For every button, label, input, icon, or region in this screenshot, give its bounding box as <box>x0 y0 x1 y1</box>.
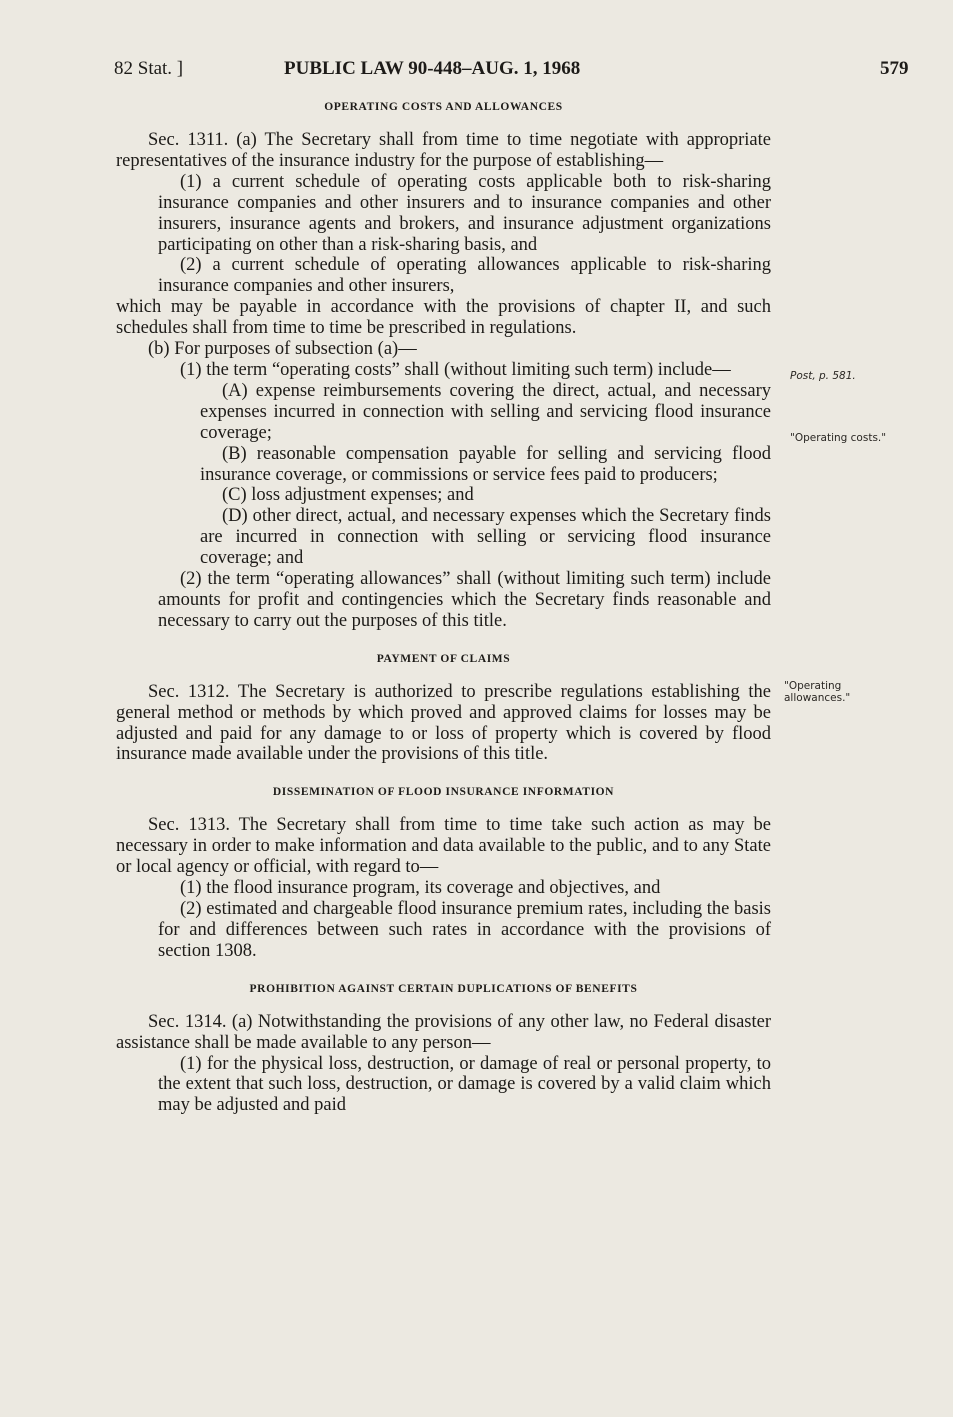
page-number: 579 <box>880 58 909 79</box>
paragraph: (2) a current schedule of operating allowances applicable to risk-sharing insurance companies and other insurers, <box>158 255 771 297</box>
paragraph: Sec. 1312. The Secretary is authorized to prescribe regulations establishing the general method or methods by which proved and approved claims for losses may be adjusted and paid for any damage to or loss of property which is covered by flood insurance made available under the provisions of this title. <box>116 681 771 765</box>
paragraph: (A) expense reimbursements covering the direct, actual, and necessary expenses incurred in connection with selling and servicing flood insurance coverage; <box>200 380 771 443</box>
statute-volume: 82 Stat. ] <box>114 58 184 79</box>
paragraph: (b) For purposes of subsection (a)— <box>148 339 417 360</box>
margin-note-operating-costs: "Operating costs." <box>790 432 887 444</box>
paragraph: (C) loss adjustment expenses; and <box>222 485 474 506</box>
section-heading-1313: DISSEMINATION OF FLOOD INSURANCE INFORMATION <box>272 786 615 799</box>
section-heading-1312: PAYMENT OF CLAIMS <box>376 652 511 665</box>
paragraph: (2) estimated and chargeable flood insurance premium rates, including the basis for and differences between such rates in accordance with the provisions of section 1308. <box>158 899 771 961</box>
running-title: PUBLIC LAW 90-448–AUG. 1, 1968 <box>284 58 581 79</box>
paragraph: (1) a current schedule of operating costs applicable both to risk-sharing insurance companies and other insurers and to insurance companies and other insurers, insurance agents and brokers, and insurance adjustment organizations participating on other than a risk-sharing basis, and <box>158 171 771 255</box>
paragraph: (B) reasonable compensation payable for selling and servicing flood insurance coverage, or commissions or service fees paid to producers; <box>200 443 771 485</box>
paragraph: (1) the term “operating costs” shall (without limiting such term) include— <box>180 359 731 380</box>
margin-note-operating-allowances: "Operating allowances." <box>784 680 851 704</box>
paragraph: (D) other direct, actual, and necessary expenses which the Secretary finds are incurred in connection with selling or servicing flood insurance coverage; and <box>200 506 771 569</box>
page-header <box>0 58 953 84</box>
paragraph: Sec. 1314. (a) Notwithstanding the provisions of any other law, no Federal disaster assistance shall be made available to any person— <box>116 1011 771 1053</box>
paragraph: Sec. 1311. (a) The Secretary shall from time to time negotiate with appropriate representatives of the insurance industry for the purpose of establishing— <box>116 130 771 171</box>
paragraph: (1) the flood insurance program, its coverage and objectives, and <box>180 878 661 899</box>
paragraph: (1) for the physical loss, destruction, or damage of real or personal property, to the extent that such loss, destruction, or damage is covered by a valid claim which may be adjusted and paid <box>158 1053 771 1116</box>
paragraph: (2) the term “operating allowances” shall (without limiting such term) include amounts for profit and contingencies which the Secretary finds reasonable and necessary to carry out the purposes of this title. <box>158 569 771 631</box>
margin-note-post: Post, p. 581. <box>790 370 856 382</box>
paragraph: Sec. 1313. The Secretary shall from time to time take such action as may be necessary in order to make information and data available to the public, and to any State or local agency or official, with regard to— <box>116 815 771 878</box>
section-heading-1314: PROHIBITION AGAINST CERTAIN DUPLICATIONS OF BENEFITS <box>249 982 638 995</box>
main-text-column <box>116 100 771 1116</box>
section-heading-1311: OPERATING COSTS AND ALLOWANCES <box>324 101 563 113</box>
paragraph: which may be payable in accordance with the provisions of chapter II, and such schedules shall from time to time be prescribed in regulations. <box>116 297 771 339</box>
